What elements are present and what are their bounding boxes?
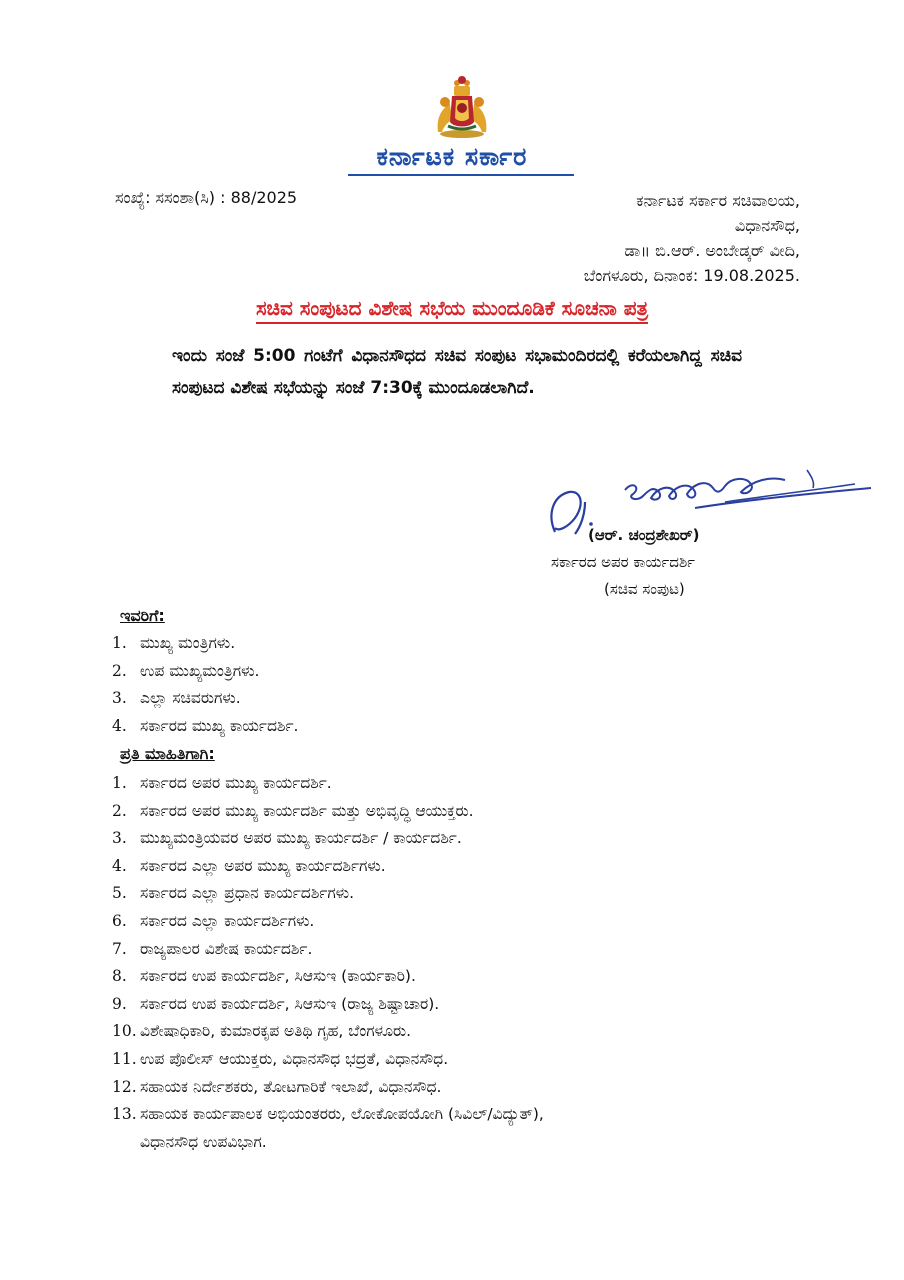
list-item-text: ಸರ್ಕಾರದ ಅಪರ ಮುಖ್ಯ ಕಾರ್ಯದರ್ಶಿ. <box>140 774 332 792</box>
list-item-number: 10. <box>112 1022 137 1041</box>
to-list <box>112 630 298 740</box>
list-item <box>112 880 544 908</box>
list-item-text: ರಾಜ್ಯಪಾಲರ ವಿಶೇಷ ಕಾರ್ಯದರ್ಶಿ. <box>140 939 313 958</box>
list-item-text: ಸರ್ಕಾರದ ಉಪ ಕಾರ್ಯದರ್ಶಿ, ಸಿಆಸುಇ (ರಾಜ್ಯ ಶಿಷ್ಟಾಚಾರ). <box>140 994 440 1013</box>
list-item <box>112 1074 544 1102</box>
list-item <box>112 713 298 741</box>
list-item-text: ಸರ್ಕಾರದ ಎಲ್ಲಾ ಕಾರ್ಯದರ್ಶಿಗಳು. <box>140 911 315 930</box>
list-item-number: 8. <box>112 967 127 986</box>
subject-heading <box>0 296 904 320</box>
list-item-text: ಸಹಾಯಕ ನಿರ್ದೇಶಕರು, ತೋಟಗಾರಿಕೆ ಇಲಾಖೆ, ವಿಧಾನಸೌಧ. <box>140 1077 442 1096</box>
notice-body: ಇಂದು ಸಂಜೆ 5:00 ಗಂಟೆಗೆ ವಿಧಾನಸೌಧದ ಸಚಿವ ಸಂಪುಟ ಸಭಾಮಂದಿರದಲ್ಲಿ ಕರೆಯಲಾಗಿದ್ದ ಸಚಿವ ಸಂಪುಟದ ವಿಶೇಷ ಸಭೆಯನ್ನು ಸಂಜೆ 7:30ಕ್ಕೆ ಮುಂದೂಡಲಾಗಿದೆ. <box>172 346 742 398</box>
signatory-department: (ಸಚಿವ ಸಂಪುಟ) <box>604 580 685 598</box>
copy-heading: ಪ್ರತಿ ಮಾಹಿತಿಗಾಗಿ: <box>120 744 215 763</box>
list-item-number: 1. <box>112 634 127 652</box>
address-line-3: ಡಾ॥ ಬಿ.ಆರ್. ಅಂಬೇಡ್ಕರ್ ವೀದಿ, <box>624 241 800 260</box>
list-item-text: ಉಪ ಮುಖ್ಯಮಂತ್ರಿಗಳು. <box>140 661 260 680</box>
copy-list <box>112 770 544 1156</box>
list-item <box>112 936 544 964</box>
list-item-number: 11. <box>112 1049 137 1068</box>
list-item-number: 4. <box>112 716 127 735</box>
list-item-number: 12. <box>112 1077 137 1096</box>
list-item-number: 1. <box>112 774 127 792</box>
list-item-number: 7. <box>112 939 127 958</box>
list-item-text: ವಿಧಾನಸೌಧ ಉಪವಿಭಾಗ. <box>140 1132 267 1151</box>
list-item <box>112 798 544 826</box>
list-item <box>112 630 298 658</box>
list-item-text: ಮುಖ್ಯ ಮಂತ್ರಿಗಳು. <box>140 634 236 652</box>
list-item <box>112 1101 544 1129</box>
list-item-number: 9. <box>112 994 127 1013</box>
list-item-number: 4. <box>112 856 127 875</box>
list-item-text: ವಿಶೇಷಾಧಿಕಾರಿ, ಕುಮಾರಕೃಪ ಅತಿಥಿ ಗೃಹ, ಬೆಂಗಳೂರು. <box>140 1022 412 1041</box>
karnataka-emblem-icon <box>430 74 494 140</box>
list-item-number: 3. <box>112 689 127 708</box>
address-line-2: ವಿಧಾನಸೌಧ, <box>734 216 800 235</box>
signatory-name: (ಆರ್. ಚಂದ್ರಶೇಖರ್) <box>588 526 700 544</box>
list-item-text: ಸರ್ಕಾರದ ಎಲ್ಲಾ ಅಪರ ಮುಖ್ಯ ಕಾರ್ಯದರ್ಶಿಗಳು. <box>140 856 386 875</box>
list-item <box>112 963 544 991</box>
reference-number: ಸಂಖ್ಯೆ: ಸಸಂಶಾ(ಸಿ) : 88/2025 <box>115 188 298 207</box>
title-underline <box>348 174 574 176</box>
list-item <box>112 1046 544 1074</box>
list-item-number: 6. <box>112 911 127 930</box>
subject-text: ಸಚಿವ ಸಂಪುಟದ ವಿಶೇಷ ಸಭೆಯ ಮುಂದೂಡಿಕೆ ಸೂಚನಾ ಪತ್ರ <box>256 296 648 324</box>
list-item <box>112 991 544 1019</box>
address-date-line: ಬೆಂಗಳೂರು, ದಿನಾಂಕ: 19.08.2025. <box>583 266 800 285</box>
list-item-number: 2. <box>112 661 127 680</box>
signatory-designation: ಸರ್ಕಾರದ ಅಪರ ಕಾರ್ಯದರ್ಶಿ <box>551 553 695 571</box>
list-item-text: ಸರ್ಕಾರದ ಎಲ್ಲಾ ಪ್ರಧಾನ ಕಾರ್ಯದರ್ಶಿಗಳು. <box>140 884 355 903</box>
list-item-continuation <box>112 1129 544 1157</box>
address-block <box>584 188 800 288</box>
list-item-text: ಸಹಾಯಕ ಕಾರ್ಯಪಾಲಕ ಅಭಿಯಂತರರು, ಲೋಕೋಪಯೋಗಿ (ಸಿವಿಲ್/ವಿದ್ಯುತ್), <box>140 1105 544 1124</box>
list-item-text: ಉಪ ಪೊಲೀಸ್ ಆಯುಕ್ತರು, ವಿಧಾನಸೌಧ ಭದ್ರತೆ, ವಿಧಾನಸೌಧ. <box>140 1049 449 1068</box>
to-heading: ಇವರಿಗೆ: <box>120 606 165 625</box>
list-item-text: ಮುಖ್ಯಮಂತ್ರಿಯವರ ಅಪರ ಮುಖ್ಯ ಕಾರ್ಯದರ್ಶಿ / ಕಾರ್ಯದರ್ಶಿ. <box>140 829 462 848</box>
list-item <box>112 685 298 713</box>
list-item-number: 2. <box>112 801 127 820</box>
list-item-text: ಎಲ್ಲಾ ಸಚಿವರುಗಳು. <box>140 689 241 708</box>
list-item <box>112 770 544 798</box>
list-item <box>112 908 544 936</box>
list-item-number: 5. <box>112 884 127 903</box>
list-item-text: ಸರ್ಕಾರದ ಉಪ ಕಾರ್ಯದರ್ಶಿ, ಸಿಆಸುಇ (ಕಾರ್ಯಕಾರಿ). <box>140 967 416 986</box>
list-item <box>112 853 544 881</box>
list-item-number: 13. <box>112 1105 137 1124</box>
list-item-number: 3. <box>112 829 127 848</box>
list-item <box>112 1018 544 1046</box>
government-title: ಕರ್ನಾಟಕ ಸರ್ಕಾರ <box>376 142 528 171</box>
list-item-text: ಸರ್ಕಾರದ ಮುಖ್ಯ ಕಾರ್ಯದರ್ಶಿ. <box>140 716 299 735</box>
address-line-1: ಕರ್ನಾಟಕ ಸರ್ಕಾರ ಸಚಿವಾಲಯ, <box>636 191 800 210</box>
list-item-text: ಸರ್ಕಾರದ ಅಪರ ಮುಖ್ಯ ಕಾರ್ಯದರ್ಶಿ ಮತ್ತು ಅಭಿವೃದ್ಧಿ ಆಯುಕ್ತರು. <box>140 801 474 820</box>
list-item <box>112 658 298 686</box>
list-item <box>112 825 544 853</box>
